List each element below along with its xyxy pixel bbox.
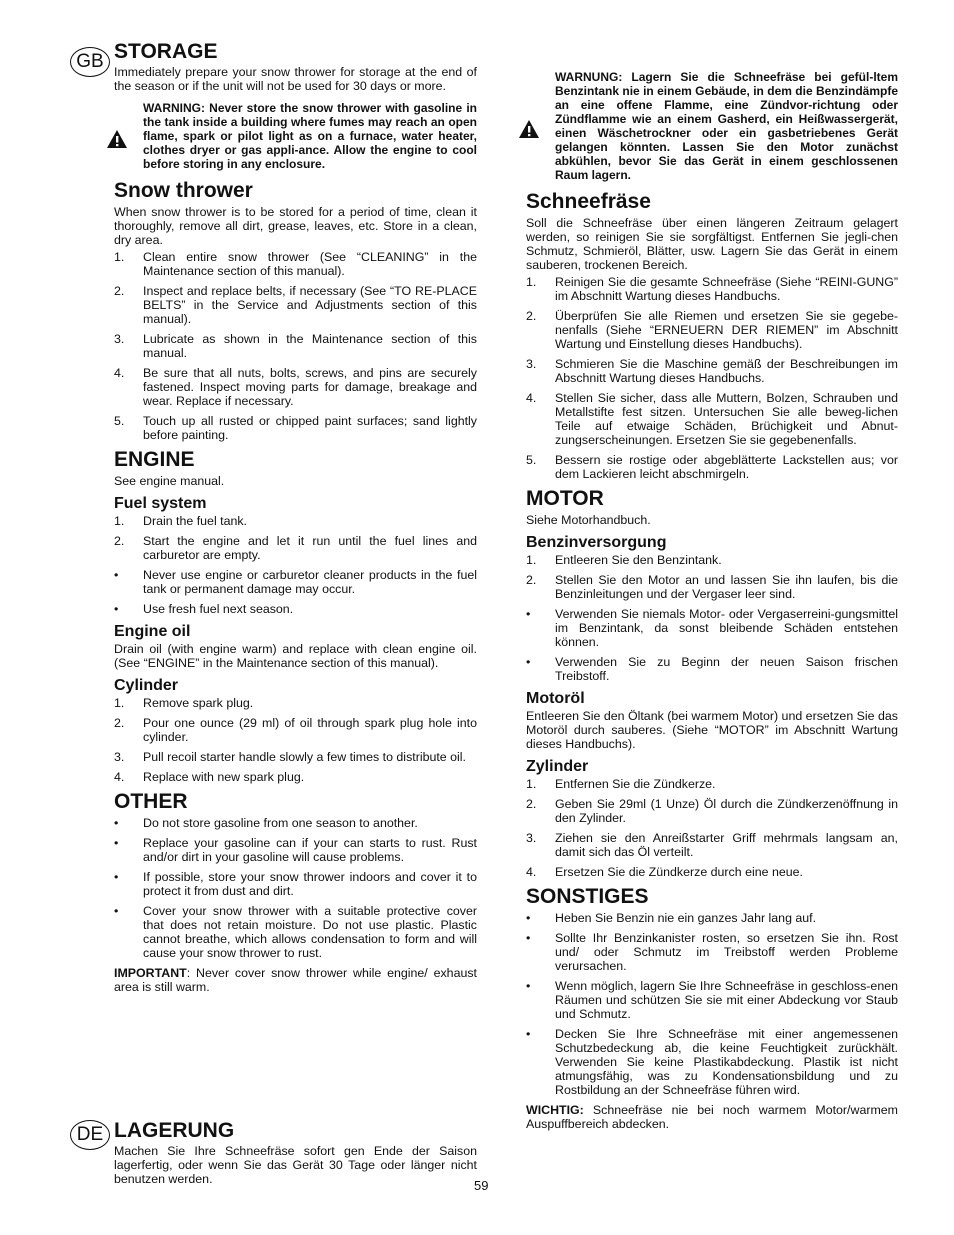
motoroel-text: Entleeren Sie den Öltank (bei warmem Motor) und ersetzen Sie das Motoröl durch sauberes. (Siehe “MOTOR” im Abschnitt Wartung dieses Handbuchs).	[526, 709, 898, 751]
important-note: IMPORTANT: Never cover snow thrower while engine/ exhaust area is still warm.	[114, 966, 477, 994]
list-item: 2. Geben Sie 29ml (1 Unze) Öl durch die Zündkerzenöffnung in den Zylinder.	[526, 797, 898, 825]
list-item: 1. Drain the fuel tank.	[114, 514, 248, 528]
zylinder-heading: Zylinder	[526, 758, 589, 775]
engine-text: See engine manual.	[114, 474, 225, 488]
sonstiges-heading: SONSTIGES	[526, 885, 649, 908]
list-item: • Verwenden Sie niemals Motor- oder Vergaserreini-gungsmittel im Benzintank, da sonst bleibende Schäden entstehen können.	[526, 607, 898, 649]
fuel-system-heading: Fuel system	[114, 495, 207, 512]
page-number: 59	[474, 1178, 489, 1193]
storage-heading: STORAGE	[114, 40, 218, 63]
list-item: • Replace your gasoline can if your can starts to rust. Rust and/or dirt in your gasoline will cause problems.	[114, 836, 477, 864]
list-item: 4. Ersetzen Sie die Zündkerze durch eine neue.	[526, 865, 803, 879]
motoroel-heading: Motoröl	[526, 690, 585, 707]
list-item: 4. Stellen Sie sicher, dass alle Muttern, Bolzen, Schrauben und Metallstifte fest sitzen. Untersuchen Sie alle beweg-lichen Teile auf etwaige Schäden, Brüchigkeit und Abnut-zungserscheinungen. Ersetzen Sie sie gegebenenfalls.	[526, 391, 898, 447]
list-item: • Heben Sie Benzin nie ein ganzes Jahr lang auf.	[526, 911, 817, 925]
list-item: 2. Pour one ounce (29 ml) of oil through spark plug hole into cylinder.	[114, 716, 477, 744]
list-item: 2. Start the engine and let it run until the fuel lines and carburetor are empty.	[114, 534, 477, 562]
schneefraese-intro: Soll die Schneefräse über einen längeren Zeitraum gelagert werden, so reinigen Sie sie sorgfältigst. Entfernen Sie jegli-chen Schmutz, Schmieröl, Blätter, usw. Lagern Sie das Gerät in einem sauberen, trockenen Bereich.	[526, 216, 898, 272]
lagerung-intro: Machen Sie Ihre Schneefräse sofort gen Ende der Saison lagerfertig, oder wenn Sie das Gerät 30 Tage oder länger nicht benutzen werden.	[114, 1144, 477, 1186]
cylinder-heading: Cylinder	[114, 677, 179, 694]
list-item: 1. Entleeren Sie den Benzintank.	[526, 553, 722, 567]
zylinder-steps	[526, 777, 898, 879]
list-item: 3. Schmieren Sie die Maschine gemäß der Beschreibungen im Abschnitt Wartung dieses Handbuchs.	[526, 357, 898, 385]
list-item: • Cover your snow thrower with a suitable protective cover that does not retain moisture. Do not use plastic. Plastic cannot breathe, which allows condensation to form and will cause your snow thrower to rust.	[114, 904, 477, 960]
language-badge-gb: GB	[70, 47, 110, 77]
fuel-system-steps	[114, 514, 477, 562]
cylinder-steps	[114, 696, 477, 784]
snow-thrower-steps	[114, 250, 477, 442]
motor-heading: MOTOR	[526, 487, 604, 510]
list-item: • Verwenden Sie zu Beginn der neuen Saison frischen Treibstoff.	[526, 655, 898, 683]
schneefraese-steps	[526, 275, 898, 481]
list-item: 3. Pull recoil starter handle slowly a few times to distribute oil.	[114, 750, 466, 764]
benzinversorgung-heading: Benzinversorgung	[526, 534, 667, 551]
storage-warning-text: WARNING: Never store the snow thrower with gasoline in the tank inside a building where fumes may reach an open flame, spark or pilot light as on a furnace, water heater, clothes dryer or gas appli-ance. Allow the engine to cool before storing in any enclosure.	[143, 101, 477, 171]
left-column	[114, 40, 477, 997]
engine-heading: ENGINE	[114, 448, 195, 471]
snow-thrower-heading: Snow thrower	[114, 179, 253, 202]
warning-triangle-icon	[106, 129, 128, 149]
snow-thrower-intro: When snow thrower is to be stored for a period of time, clean it thoroughly, remove all dirt, grease, leaves, etc. Store in a clean, dry area.	[114, 205, 477, 247]
fuel-system-bullets	[114, 568, 477, 616]
sonstiges-bullets	[526, 911, 898, 1097]
wichtig-note: WICHTIG: Schneefräse nie bei noch warmem Motor/warmem Auspuffbereich abdecken.	[526, 1103, 898, 1131]
list-item: • Decken Sie Ihre Schneefräse mit einer angemessenen Schutzbedeckung ab, die keine Feuchtigkeit zurückhält. Verwenden Sie keine Plastikabdeckung. Plastik ist nicht atmungsfähig, was zu Kondensationsbildung und zu Rostbildung an der Schneefräse führen wird.	[526, 1027, 898, 1097]
engine-oil-text: Drain oil (with engine warm) and replace with clean engine oil. (See “ENGINE” in the Maintenance section of this manual).	[114, 642, 477, 670]
list-item: • Do not store gasoline from one season to another.	[114, 816, 418, 830]
storage-intro: Immediately prepare your snow thrower for storage at the end of the season or if the unit will not be used for 30 days or more.	[114, 65, 477, 93]
list-item: 5. Bessern sie rostige oder abgeblätterte Lackstellen aus; vor dem Lackieren leicht abschmirgeln.	[526, 453, 898, 481]
list-item: • If possible, store your snow thrower indoors and cover it to protect it from dust and dirt.	[114, 870, 477, 898]
right-column	[526, 70, 898, 1134]
benzinversorgung-steps	[526, 553, 898, 601]
language-badge-de: DE	[70, 1120, 110, 1150]
warning-triangle-icon	[518, 119, 540, 139]
list-item: • Use fresh fuel next season.	[114, 602, 294, 616]
storage-warning	[114, 101, 477, 171]
list-item: • Sollte Ihr Benzinkanister rosten, so ersetzen Sie ihn. Rost und/ oder Schmutz im Treibstoff werden Probleme verursachen.	[526, 931, 898, 973]
list-item: • Wenn möglich, lagern Sie Ihre Schneefräse in geschloss-enen Räumen und schützen Sie sie mit einer Abdeckung vor Staub und Schmutz.	[526, 979, 898, 1021]
other-bullets	[114, 816, 477, 960]
other-heading: OTHER	[114, 790, 188, 813]
lagerung-heading: LAGERUNG	[114, 1119, 235, 1142]
benzinversorgung-bullets	[526, 607, 898, 683]
list-item: 3. Lubricate as shown in the Maintenance section of this manual.	[114, 332, 477, 360]
motor-text: Siehe Motorhandbuch.	[526, 513, 651, 527]
lagerung-warning	[526, 70, 898, 182]
lagerung-section	[114, 1119, 477, 1189]
list-item: 1. Reinigen Sie die gesamte Schneefräse (Siehe “REINI-GUNG” im Abschnitt Wartung dieses Handbuchs.	[526, 275, 898, 303]
schneefraese-heading: Schneefräse	[526, 190, 651, 213]
list-item: 5. Touch up all rusted or chipped paint surfaces; sand lightly before painting.	[114, 414, 477, 442]
list-item: 4. Be sure that all nuts, bolts, screws, and pins are securely fastened. Inspect moving parts for damage, breakage and wear. Replace if necessary.	[114, 366, 477, 408]
list-item: 4. Replace with new spark plug.	[114, 770, 305, 784]
lagerung-warning-text: WARNUNG: Lagern Sie die Schneefräse bei gefül-ltem Benzintank nie in einem Gebäude, in dem die Benzindämpfe an eine offene Flamme, eine Zündvor-richtung oder Zündflamme wie an einem Gasherd, ein Heißwassergerät, einen Wäschetrockner oder ein gasbetriebenes Gerät gelangen könnten. Lassen Sie den Motor zunächst abkühlen, bevor Sie das Gerät in einem geschlossenen Raum lagern.	[555, 70, 898, 182]
list-item: 2. Stellen Sie den Motor an und lassen Sie ihn laufen, bis die Benzinleitungen und der Vergaser leer sind.	[526, 573, 898, 601]
list-item: • Never use engine or carburetor cleaner products in the fuel tank or permanent damage may occur.	[114, 568, 477, 596]
list-item: 2. Inspect and replace belts, if necessary (See “TO RE-PLACE BELTS” in the Service and Adjustments section of this manual).	[114, 284, 477, 326]
list-item: 1. Entfernen Sie die Zündkerze.	[526, 777, 716, 791]
list-item: 3. Ziehen sie den Anreißstarter Griff mehrmals langsam an, damit sich das Öl verteilt.	[526, 831, 898, 859]
engine-oil-heading: Engine oil	[114, 623, 191, 640]
list-item: 2. Überprüfen Sie alle Riemen und ersetzen Sie sie gegebe-nenfalls (Siehe “ERNEUERN DER RIEMEN” im Abschnitt Wartung und Einstellung dieses Handbuchs).	[526, 309, 898, 351]
list-item: 1. Remove spark plug.	[114, 696, 254, 710]
list-item: 1. Clean entire snow thrower (See “CLEANING” in the Maintenance section of this manual).	[114, 250, 477, 278]
